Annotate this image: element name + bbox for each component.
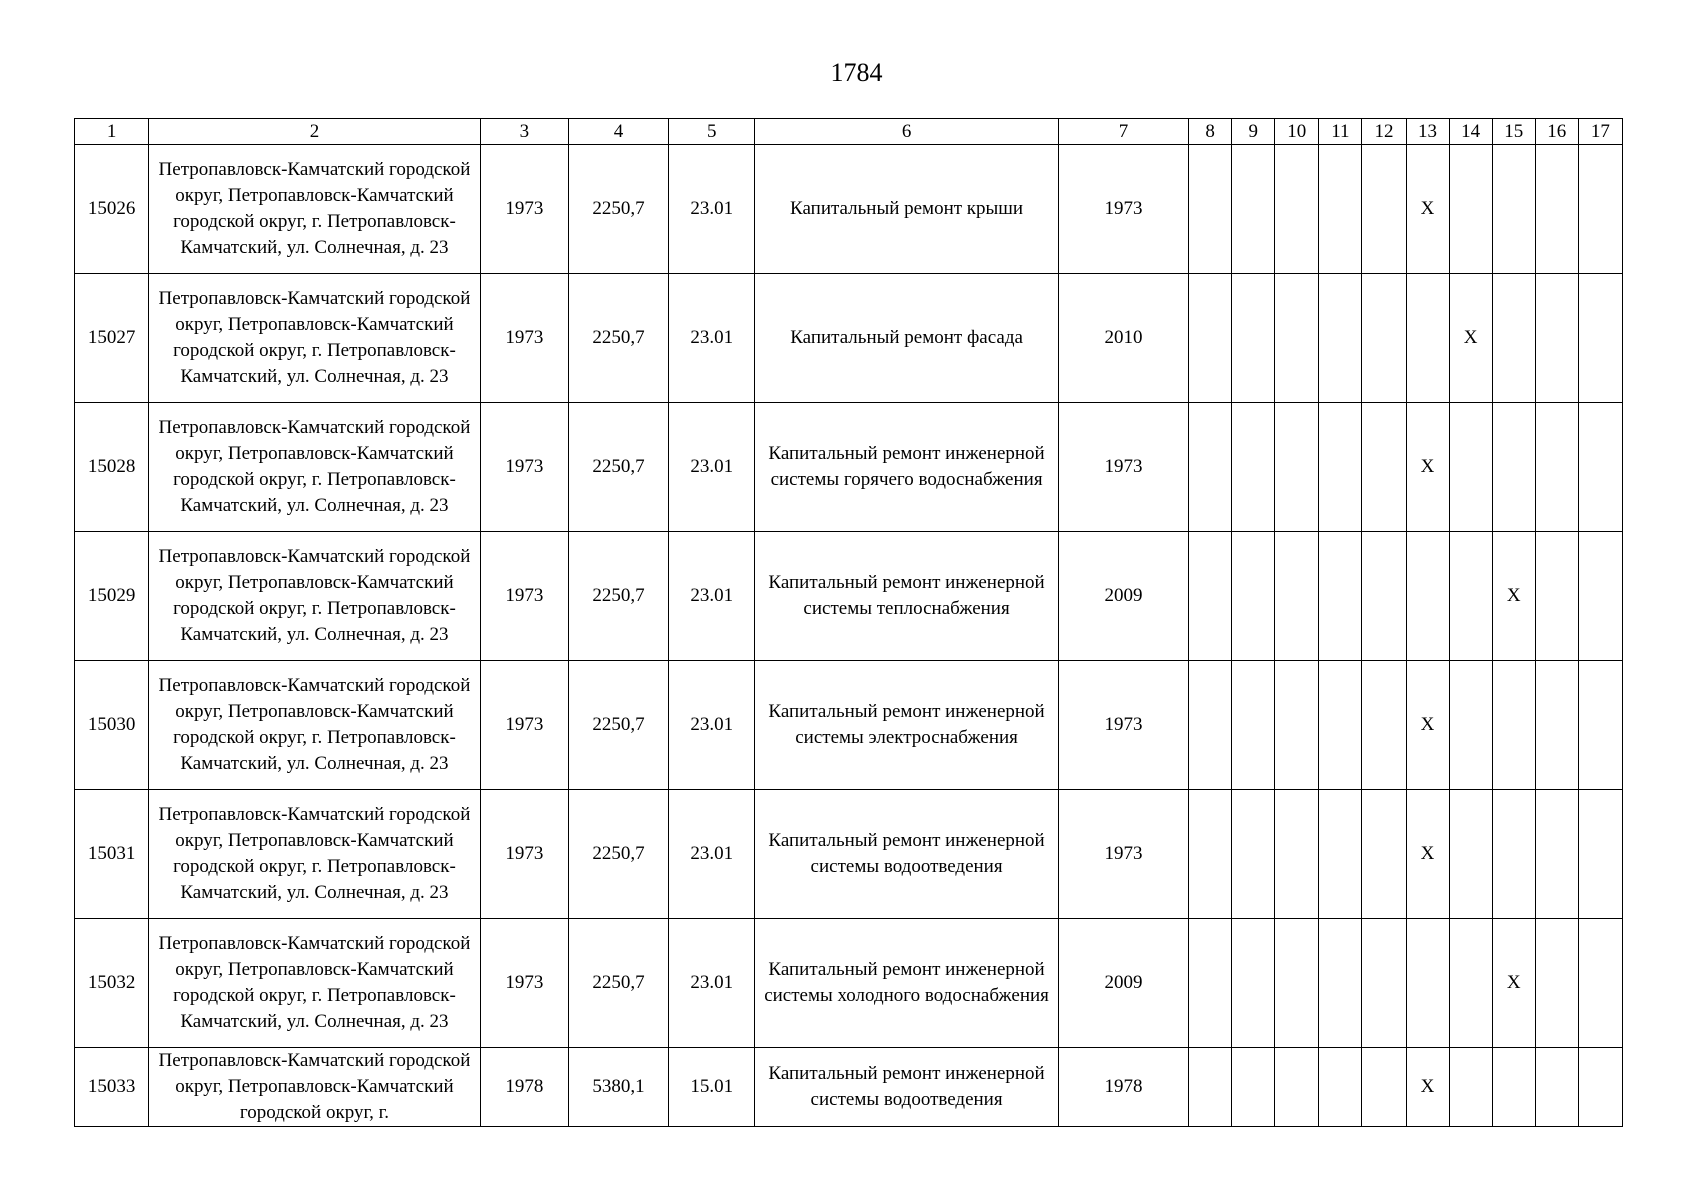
row-code: 23.01: [669, 661, 755, 790]
row-address: Петропавловск-Камчатский городской округ, Петропавловск-Камчатский городской округ, г. Петропавловск-Камчатский, ул. Солнечная, д. 23: [149, 274, 481, 403]
row-work-type: Капитальный ремонт фасада: [755, 274, 1059, 403]
row-cell-8: [1189, 532, 1232, 661]
row-id: 15032: [75, 919, 149, 1048]
row-cell-8: [1189, 403, 1232, 532]
row-cell-17: [1578, 274, 1622, 403]
row-cell-14: [1449, 403, 1492, 532]
column-header: 16: [1535, 119, 1578, 145]
row-id: 15031: [75, 790, 149, 919]
row-code: 23.01: [669, 919, 755, 1048]
row-cell-14: [1449, 661, 1492, 790]
row-area: 2250,7: [568, 274, 668, 403]
column-header: 14: [1449, 119, 1492, 145]
row-cell-12: [1362, 145, 1406, 274]
row-code: 23.01: [669, 790, 755, 919]
row-cell-15: [1492, 403, 1535, 532]
row-work-year: 1973: [1058, 145, 1188, 274]
column-header: 11: [1319, 119, 1362, 145]
row-year-built: 1978: [480, 1048, 568, 1127]
row-id: 15027: [75, 274, 149, 403]
row-work-year: 1973: [1058, 790, 1188, 919]
row-id: 15033: [75, 1048, 149, 1127]
row-work-type: Капитальный ремонт инженерной системы водоотведения: [755, 790, 1059, 919]
table-row: [75, 1048, 1623, 1127]
column-header: 10: [1275, 119, 1319, 145]
row-cell-13: X: [1406, 790, 1449, 919]
row-cell-17: [1578, 403, 1622, 532]
column-header: 7: [1058, 119, 1188, 145]
row-address: Петропавловск-Камчатский городской округ, Петропавловск-Камчатский городской округ, г. Петропавловск-Камчатский, ул. Солнечная, д. 23: [149, 661, 481, 790]
row-cell-16: [1535, 145, 1578, 274]
row-code: 23.01: [669, 145, 755, 274]
row-cell-16: [1535, 661, 1578, 790]
row-cell-10: [1275, 145, 1319, 274]
column-header: 4: [568, 119, 668, 145]
row-id: 15028: [75, 403, 149, 532]
row-cell-9: [1232, 661, 1275, 790]
row-cell-16: [1535, 274, 1578, 403]
row-address: Петропавловск-Камчатский городской округ, Петропавловск-Камчатский городской округ, г. Петропавловск-Камчатский, ул. Солнечная, д. 23: [149, 532, 481, 661]
row-year-built: 1973: [480, 274, 568, 403]
row-cell-14: X: [1449, 274, 1492, 403]
row-code: 15.01: [669, 1048, 755, 1127]
row-cell-17: [1578, 1048, 1622, 1127]
row-area: 2250,7: [568, 532, 668, 661]
row-cell-8: [1189, 790, 1232, 919]
row-id: 15029: [75, 532, 149, 661]
row-cell-13: [1406, 274, 1449, 403]
row-cell-17: [1578, 919, 1622, 1048]
row-address: Петропавловск-Камчатский городской округ, Петропавловск-Камчатский городской округ, г. Петропавловск-Камчатский, ул. Солнечная, д. 23: [149, 145, 481, 274]
table-row: [75, 661, 1623, 790]
table-row: [75, 145, 1623, 274]
row-cell-8: [1189, 274, 1232, 403]
row-cell-13: [1406, 919, 1449, 1048]
column-header: 6: [755, 119, 1059, 145]
row-cell-8: [1189, 661, 1232, 790]
row-cell-16: [1535, 532, 1578, 661]
row-code: 23.01: [669, 403, 755, 532]
row-year-built: 1973: [480, 661, 568, 790]
row-cell-14: [1449, 919, 1492, 1048]
row-work-type: Капитальный ремонт инженерной системы холодного водоснабжения: [755, 919, 1059, 1048]
column-header-row: [75, 119, 1623, 145]
row-work-type: Капитальный ремонт инженерной системы горячего водоснабжения: [755, 403, 1059, 532]
table-row: [75, 919, 1623, 1048]
row-year-built: 1973: [480, 145, 568, 274]
table-row: [75, 403, 1623, 532]
row-work-type: Капитальный ремонт инженерной системы водоотведения: [755, 1048, 1059, 1127]
column-header: 12: [1362, 119, 1406, 145]
row-cell-9: [1232, 403, 1275, 532]
row-work-type: Капитальный ремонт крыши: [755, 145, 1059, 274]
row-cell-9: [1232, 790, 1275, 919]
column-header: 9: [1232, 119, 1275, 145]
column-header: 17: [1578, 119, 1622, 145]
row-address: Петропавловск-Камчатский городской округ, Петропавловск-Камчатский городской округ, г. Петропавловск-Камчатский, ул. Солнечная, д. 23: [149, 403, 481, 532]
row-cell-13: [1406, 532, 1449, 661]
row-cell-15: [1492, 1048, 1535, 1127]
column-header: 1: [75, 119, 149, 145]
row-cell-13: X: [1406, 403, 1449, 532]
row-id: 15030: [75, 661, 149, 790]
row-year-built: 1973: [480, 532, 568, 661]
column-header: 5: [669, 119, 755, 145]
row-cell-10: [1275, 919, 1319, 1048]
row-work-type: Капитальный ремонт инженерной системы теплоснабжения: [755, 532, 1059, 661]
row-cell-12: [1362, 274, 1406, 403]
row-cell-8: [1189, 919, 1232, 1048]
row-year-built: 1973: [480, 403, 568, 532]
row-cell-17: [1578, 145, 1622, 274]
row-address: Петропавловск-Камчатский городской округ, Петропавловск-Камчатский городской округ, г. Петропавловск-Камчатский, ул. Солнечная, д. 23: [149, 919, 481, 1048]
row-cell-11: [1319, 403, 1362, 532]
row-cell-11: [1319, 661, 1362, 790]
row-cell-11: [1319, 1048, 1362, 1127]
row-cell-11: [1319, 790, 1362, 919]
row-area: 2250,7: [568, 403, 668, 532]
row-cell-14: [1449, 145, 1492, 274]
row-cell-17: [1578, 532, 1622, 661]
row-cell-16: [1535, 919, 1578, 1048]
row-cell-8: [1189, 145, 1232, 274]
table-row: [75, 274, 1623, 403]
row-cell-12: [1362, 790, 1406, 919]
row-id: 15026: [75, 145, 149, 274]
row-area: 2250,7: [568, 145, 668, 274]
row-cell-16: [1535, 1048, 1578, 1127]
row-cell-16: [1535, 790, 1578, 919]
row-cell-12: [1362, 919, 1406, 1048]
row-cell-12: [1362, 403, 1406, 532]
row-work-year: 1978: [1058, 1048, 1188, 1127]
row-cell-9: [1232, 274, 1275, 403]
row-cell-10: [1275, 403, 1319, 532]
row-address: Петропавловск-Камчатский городской округ, Петропавловск-Камчатский городской округ, г. Петропавловск-Камчатский, ул. Солнечная, д. 23: [149, 790, 481, 919]
row-cell-10: [1275, 1048, 1319, 1127]
row-cell-15: [1492, 274, 1535, 403]
row-area: 2250,7: [568, 790, 668, 919]
row-code: 23.01: [669, 532, 755, 661]
row-cell-14: [1449, 1048, 1492, 1127]
column-header: 3: [480, 119, 568, 145]
table-row: [75, 532, 1623, 661]
row-cell-13: X: [1406, 145, 1449, 274]
row-cell-11: [1319, 274, 1362, 403]
row-work-year: 2009: [1058, 919, 1188, 1048]
row-cell-15: [1492, 145, 1535, 274]
column-header: 2: [149, 119, 481, 145]
row-cell-9: [1232, 919, 1275, 1048]
row-cell-10: [1275, 532, 1319, 661]
page-number: 1784: [830, 58, 883, 87]
row-cell-11: [1319, 532, 1362, 661]
row-cell-15: [1492, 790, 1535, 919]
row-work-type: Капитальный ремонт инженерной системы электроснабжения: [755, 661, 1059, 790]
row-work-year: 2009: [1058, 532, 1188, 661]
row-cell-15: X: [1492, 532, 1535, 661]
row-area: 2250,7: [568, 919, 668, 1048]
row-cell-11: [1319, 145, 1362, 274]
row-year-built: 1973: [480, 919, 568, 1048]
row-cell-15: [1492, 661, 1535, 790]
row-cell-10: [1275, 790, 1319, 919]
column-header: 13: [1406, 119, 1449, 145]
row-cell-8: [1189, 1048, 1232, 1127]
column-header: 8: [1189, 119, 1232, 145]
row-code: 23.01: [669, 274, 755, 403]
row-cell-9: [1232, 145, 1275, 274]
row-work-year: 1973: [1058, 403, 1188, 532]
table-row: [75, 790, 1623, 919]
row-area: 5380,1: [568, 1048, 668, 1127]
row-cell-9: [1232, 532, 1275, 661]
row-cell-9: [1232, 1048, 1275, 1127]
row-cell-12: [1362, 532, 1406, 661]
row-cell-17: [1578, 790, 1622, 919]
row-cell-17: [1578, 661, 1622, 790]
row-cell-14: [1449, 790, 1492, 919]
repair-registry-table: [74, 118, 1623, 1127]
row-cell-10: [1275, 274, 1319, 403]
row-cell-13: X: [1406, 1048, 1449, 1127]
row-cell-16: [1535, 403, 1578, 532]
column-header: 15: [1492, 119, 1535, 145]
row-cell-14: [1449, 532, 1492, 661]
row-cell-13: X: [1406, 661, 1449, 790]
row-cell-12: [1362, 661, 1406, 790]
row-work-year: 1973: [1058, 661, 1188, 790]
row-work-year: 2010: [1058, 274, 1188, 403]
row-cell-11: [1319, 919, 1362, 1048]
row-cell-15: X: [1492, 919, 1535, 1048]
row-year-built: 1973: [480, 790, 568, 919]
row-cell-12: [1362, 1048, 1406, 1127]
row-address: Петропавловск-Камчатский городской округ, Петропавловск-Камчатский городской округ, г.: [149, 1048, 481, 1127]
row-cell-10: [1275, 661, 1319, 790]
row-area: 2250,7: [568, 661, 668, 790]
